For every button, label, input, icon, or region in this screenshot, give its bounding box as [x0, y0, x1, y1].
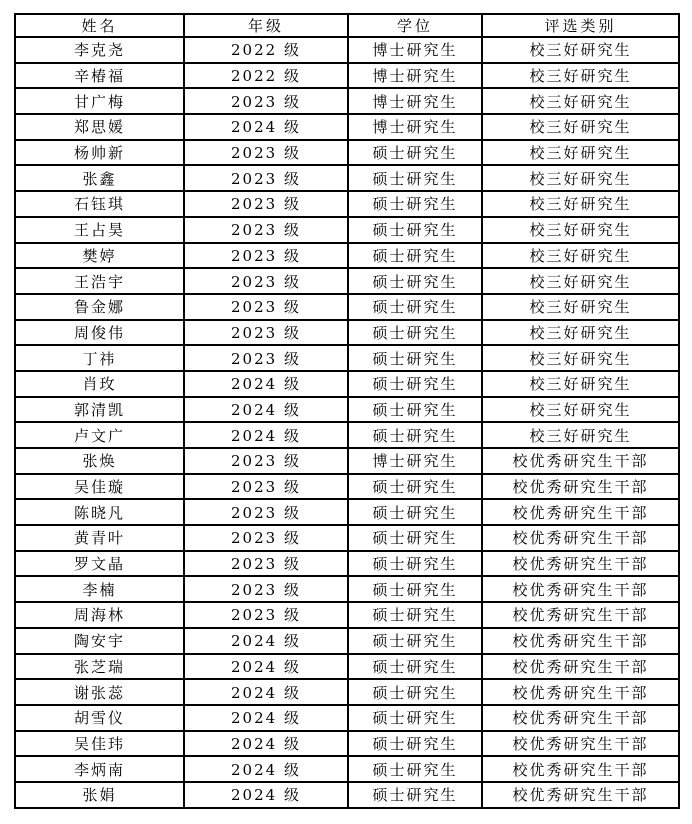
table-cell-grade: 2024 级 [184, 782, 348, 808]
table-cell-name: 陶安宇 [15, 628, 184, 654]
table-cell-category: 校优秀研究生干部 [482, 576, 679, 602]
table-row [15, 191, 679, 217]
table-cell-grade: 2023 级 [184, 140, 348, 166]
table-row [15, 782, 679, 808]
table-cell-category: 校三好研究生 [482, 268, 679, 294]
table-cell-grade: 2022 级 [184, 63, 348, 89]
table-cell-degree: 硕士研究生 [348, 551, 482, 577]
table-cell-name: 石钰琪 [15, 191, 184, 217]
table-cell-grade: 2022 级 [184, 37, 348, 63]
table-row [15, 628, 679, 654]
table-cell-name: 周俊伟 [15, 320, 184, 346]
table-header [15, 14, 679, 37]
table-cell-grade: 2024 级 [184, 371, 348, 397]
table-cell-degree: 硕士研究生 [348, 320, 482, 346]
table-cell-category: 校优秀研究生干部 [482, 499, 679, 525]
table-row [15, 448, 679, 474]
table-row [15, 731, 679, 757]
table-cell-grade: 2023 级 [184, 191, 348, 217]
table-cell-grade: 2023 级 [184, 499, 348, 525]
table-row [15, 525, 679, 551]
table-cell-grade: 2023 级 [184, 602, 348, 628]
table-cell-name: 张娟 [15, 782, 184, 808]
table-cell-degree: 硕士研究生 [348, 243, 482, 269]
table-cell-degree: 硕士研究生 [348, 268, 482, 294]
table-cell-degree: 硕士研究生 [348, 679, 482, 705]
table-cell-name: 甘广梅 [15, 88, 184, 114]
table-cell-grade: 2024 级 [184, 731, 348, 757]
column-header-grade: 年级 [184, 14, 348, 37]
table-cell-category: 校优秀研究生干部 [482, 679, 679, 705]
header-row [15, 14, 679, 37]
table-cell-grade: 2023 级 [184, 448, 348, 474]
table-row [15, 37, 679, 63]
table-row [15, 705, 679, 731]
table-cell-name: 辛椿福 [15, 63, 184, 89]
table-row [15, 474, 679, 500]
table-cell-grade: 2024 级 [184, 705, 348, 731]
table-cell-name: 丁祎 [15, 345, 184, 371]
table-cell-name: 张焕 [15, 448, 184, 474]
table-cell-grade: 2023 级 [184, 320, 348, 346]
table-cell-category: 校优秀研究生干部 [482, 654, 679, 680]
table-cell-degree: 硕士研究生 [348, 294, 482, 320]
table-cell-category: 校优秀研究生干部 [482, 474, 679, 500]
table-cell-name: 张芝瑞 [15, 654, 184, 680]
table-cell-category: 校优秀研究生干部 [482, 602, 679, 628]
table-row [15, 140, 679, 166]
table-cell-category: 校优秀研究生干部 [482, 448, 679, 474]
table-cell-name: 郭清凯 [15, 397, 184, 423]
table-cell-degree: 硕士研究生 [348, 499, 482, 525]
table-row [15, 88, 679, 114]
table-cell-category: 校优秀研究生干部 [482, 628, 679, 654]
table-row [15, 294, 679, 320]
table-row [15, 551, 679, 577]
table-row [15, 679, 679, 705]
table-cell-category: 校优秀研究生干部 [482, 731, 679, 757]
table-row [15, 243, 679, 269]
table-cell-name: 李楠 [15, 576, 184, 602]
table-cell-name: 陈晓凡 [15, 499, 184, 525]
table-cell-degree: 硕士研究生 [348, 165, 482, 191]
table-cell-grade: 2023 级 [184, 576, 348, 602]
table-cell-category: 校优秀研究生干部 [482, 705, 679, 731]
table-cell-degree: 硕士研究生 [348, 756, 482, 782]
table-cell-name: 李克尧 [15, 37, 184, 63]
table-cell-grade: 2024 级 [184, 628, 348, 654]
table-cell-category: 校三好研究生 [482, 88, 679, 114]
table-cell-name: 罗文晶 [15, 551, 184, 577]
table-cell-degree: 硕士研究生 [348, 345, 482, 371]
table-cell-grade: 2023 级 [184, 268, 348, 294]
table-row [15, 320, 679, 346]
table-cell-degree: 硕士研究生 [348, 217, 482, 243]
table-row [15, 371, 679, 397]
table-cell-grade: 2024 级 [184, 679, 348, 705]
table-row [15, 114, 679, 140]
table-cell-degree: 硕士研究生 [348, 397, 482, 423]
table-cell-name: 吴佳璇 [15, 474, 184, 500]
table-cell-category: 校三好研究生 [482, 422, 679, 448]
table-cell-grade: 2023 级 [184, 345, 348, 371]
table-cell-grade: 2023 级 [184, 88, 348, 114]
table-cell-grade: 2023 级 [184, 474, 348, 500]
table-cell-category: 校三好研究生 [482, 294, 679, 320]
table-cell-category: 校三好研究生 [482, 320, 679, 346]
table-row [15, 422, 679, 448]
table-cell-degree: 硕士研究生 [348, 422, 482, 448]
column-header-category: 评选类别 [482, 14, 679, 37]
table-cell-name: 黄青叶 [15, 525, 184, 551]
table-cell-grade: 2024 级 [184, 114, 348, 140]
table-row [15, 654, 679, 680]
table-cell-category: 校三好研究生 [482, 114, 679, 140]
table-cell-category: 校三好研究生 [482, 191, 679, 217]
table-cell-degree: 硕士研究生 [348, 654, 482, 680]
table-cell-degree: 硕士研究生 [348, 602, 482, 628]
table-cell-category: 校三好研究生 [482, 63, 679, 89]
table-cell-degree: 硕士研究生 [348, 371, 482, 397]
table-cell-degree: 硕士研究生 [348, 191, 482, 217]
table-cell-category: 校优秀研究生干部 [482, 756, 679, 782]
table-cell-name: 李炳南 [15, 756, 184, 782]
table-cell-grade: 2023 级 [184, 294, 348, 320]
table-cell-category: 校三好研究生 [482, 243, 679, 269]
table-row [15, 217, 679, 243]
table-cell-name: 王占昊 [15, 217, 184, 243]
table-cell-degree: 硕士研究生 [348, 705, 482, 731]
table-cell-category: 校三好研究生 [482, 140, 679, 166]
table-cell-grade: 2024 级 [184, 397, 348, 423]
table-cell-category: 校三好研究生 [482, 165, 679, 191]
table-row [15, 602, 679, 628]
table-cell-degree: 硕士研究生 [348, 140, 482, 166]
table-cell-category: 校三好研究生 [482, 345, 679, 371]
table-cell-grade: 2023 级 [184, 525, 348, 551]
table-cell-category: 校三好研究生 [482, 217, 679, 243]
table-cell-name: 谢张蕊 [15, 679, 184, 705]
table-body [15, 37, 679, 808]
table-cell-degree: 硕士研究生 [348, 628, 482, 654]
table-cell-name: 王浩宇 [15, 268, 184, 294]
table-cell-category: 校优秀研究生干部 [482, 551, 679, 577]
table-cell-grade: 2023 级 [184, 551, 348, 577]
table-cell-grade: 2023 级 [184, 165, 348, 191]
table-cell-category: 校优秀研究生干部 [482, 782, 679, 808]
table-cell-degree: 硕士研究生 [348, 731, 482, 757]
table-cell-name: 肖玫 [15, 371, 184, 397]
table-cell-degree: 博士研究生 [348, 37, 482, 63]
table-cell-category: 校三好研究生 [482, 397, 679, 423]
table-row [15, 268, 679, 294]
table-row [15, 397, 679, 423]
table-cell-name: 鲁金娜 [15, 294, 184, 320]
table-cell-name: 周海林 [15, 602, 184, 628]
table-cell-name: 张鑫 [15, 165, 184, 191]
table-row [15, 499, 679, 525]
table-cell-grade: 2023 级 [184, 217, 348, 243]
table-cell-grade: 2024 级 [184, 756, 348, 782]
table-cell-degree: 硕士研究生 [348, 782, 482, 808]
table-cell-degree: 硕士研究生 [348, 474, 482, 500]
awards-table [14, 13, 680, 809]
table-cell-degree: 博士研究生 [348, 88, 482, 114]
table-cell-name: 吴佳玮 [15, 731, 184, 757]
table-cell-category: 校三好研究生 [482, 37, 679, 63]
table-cell-degree: 硕士研究生 [348, 576, 482, 602]
table-cell-degree: 博士研究生 [348, 63, 482, 89]
table-cell-degree: 硕士研究生 [348, 525, 482, 551]
table-row [15, 756, 679, 782]
table-row [15, 345, 679, 371]
table-cell-degree: 博士研究生 [348, 448, 482, 474]
table-cell-grade: 2023 级 [184, 243, 348, 269]
table-cell-category: 校三好研究生 [482, 371, 679, 397]
table-row [15, 576, 679, 602]
table-cell-name: 樊婷 [15, 243, 184, 269]
table-cell-name: 杨帅新 [15, 140, 184, 166]
table-cell-name: 胡雪仪 [15, 705, 184, 731]
table-cell-grade: 2024 级 [184, 654, 348, 680]
table-cell-name: 郑思媛 [15, 114, 184, 140]
table-cell-degree: 博士研究生 [348, 114, 482, 140]
table-row [15, 165, 679, 191]
table-cell-category: 校优秀研究生干部 [482, 525, 679, 551]
table-cell-grade: 2024 级 [184, 422, 348, 448]
table-cell-name: 卢文广 [15, 422, 184, 448]
column-header-name: 姓名 [15, 14, 184, 37]
table-row [15, 63, 679, 89]
column-header-degree: 学位 [348, 14, 482, 37]
